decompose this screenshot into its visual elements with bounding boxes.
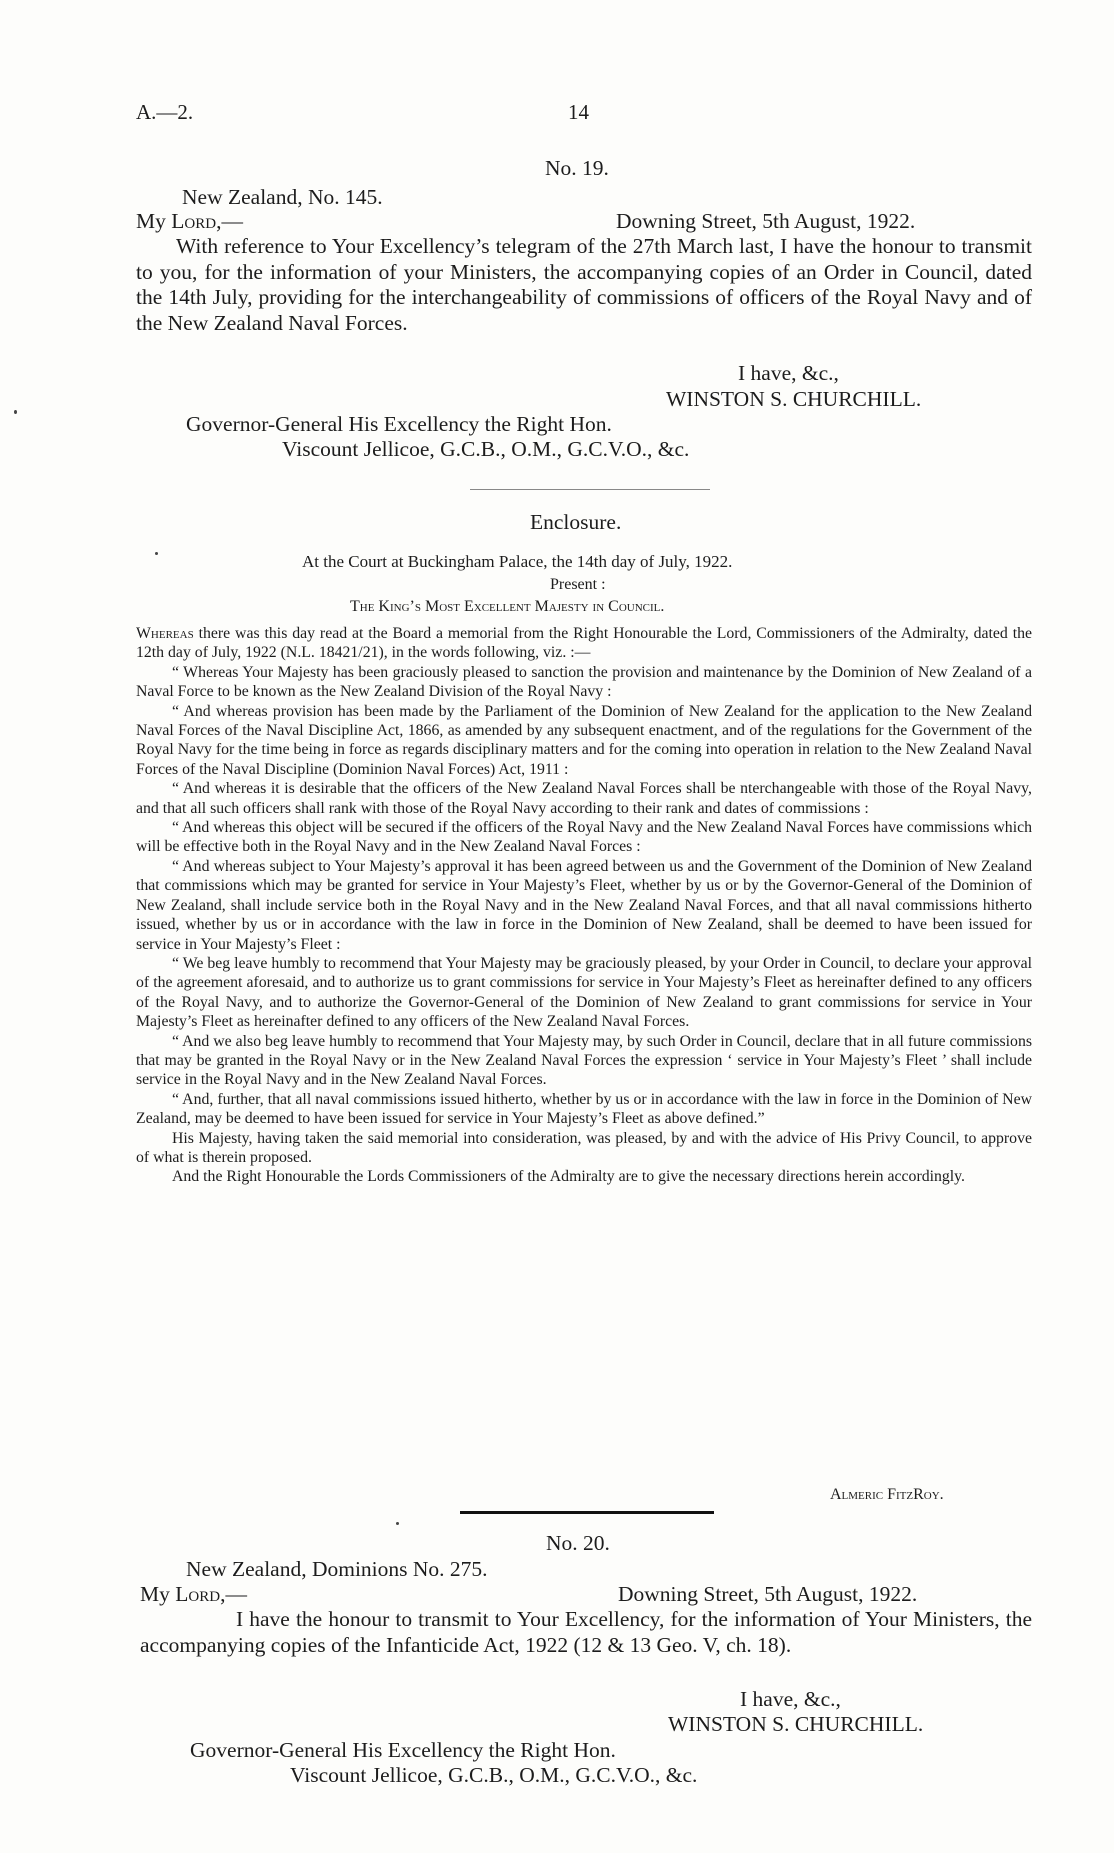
council-line: The King’s Most Excellent Majesty in Council. <box>350 598 665 615</box>
letter-number: No. 19. <box>545 156 609 180</box>
section-divider-thick <box>460 1511 714 1514</box>
salutation-dash: ,— <box>216 209 243 233</box>
letter-signature: WINSTON S. CHURCHILL. <box>668 1712 924 1736</box>
salutation <box>136 209 243 235</box>
scan-speck <box>396 1522 399 1525</box>
paragraph: His Majesty, having taken the said memorial into consideration, was pleased, by and with the advice of His Privy Council, to approve of what is therein proposed. <box>136 1129 1032 1166</box>
letter-reference: New Zealand, No. 145. <box>182 185 383 209</box>
paragraph: “ And whereas subject to Your Majesty’s approval it has been agreed between us and the Government of the Dominion of New Zealand that commissions which may be granted for service in Your Majesty’s Fleet, whether by us or by the Governor-General of the Dominion of New Zealand, shall include service both in the Royal Navy and in the New Zealand Naval Forces, and that all naval commissions hitherto issued, whether by us or in accordance with the law in force in the Dominion of New Zealand, shall be deemed to have been issued for service in Your Majesty’s Fleet : <box>136 857 1032 953</box>
paragraph: “ We beg leave humbly to recommend that Your Majesty may be graciously pleased, by your Order in Council, to declare your approval of the agreement aforesaid, and to authorize us to grant commissions for service in Your Majesty’s Fleet as hereinafter defined to any officers of the Royal Navy, and to authorize the Governor-General of the Dominion of New Zealand to grant commissions for service in Your Majesty’s Fleet as hereinafter defined to any officers of the New Zealand Naval Forces. <box>136 954 1032 1031</box>
addressee-line-2: Viscount Jellicoe, G.C.B., O.M., G.C.V.O., &c. <box>282 437 690 461</box>
salutation-my: My <box>136 209 166 233</box>
salutation-my: My <box>140 1582 170 1606</box>
document-reference: A.—2. <box>136 100 194 124</box>
paragraph: “ And whereas provision has been made by the Parliament of the Dominion of New Zealand for the application to the New Zealand Naval Forces of the Naval Discipline Act, 1866, as amended by any subsequent enactment, and of the regulations for the Government of the Royal Navy for the time being in force as regards disciplinary matters and for the coming into operation in relation to the New Zealand Naval Forces of the Naval Discipline (Dominion Naval Forces) Act, 1911 : <box>136 702 1032 778</box>
letter-body: I have the honour to transmit to Your Excellency, for the information of Your Ministers, the accompanying copies of the Infanticide Act, 1922 (12 & 13 Geo. V, ch. 18). <box>140 1607 1032 1657</box>
addressee-line-2: Viscount Jellicoe, G.C.B., O.M., G.C.V.O., &c. <box>290 1763 698 1787</box>
addressee-line-1: Governor-General His Excellency the Right Hon. <box>186 412 612 436</box>
enclosure-signature: Almeric FitzRoy. <box>830 1486 944 1503</box>
paragraph: “ And, further, that all naval commissions issued hitherto, whether by us or in accordance with the law in force in the Dominion of New Zealand, may be deemed to have been issued for service in Your Majesty’s Fleet as above defined.” <box>136 1090 1032 1128</box>
letter-closing: I have, &c., <box>738 361 839 385</box>
letter-address: Downing Street, 5th August, 1922. <box>616 209 916 233</box>
scan-speck <box>14 410 17 414</box>
salutation <box>140 1582 247 1608</box>
enclosure-text <box>136 624 1032 1187</box>
letter-number: No. 20. <box>546 1531 610 1555</box>
enclosure-title: Enclosure. <box>530 510 622 534</box>
salutation-dash: ,— <box>220 1582 247 1606</box>
paragraph: “ And we also beg leave humbly to recommend that Your Majesty may, by such Order in Council, declare that in all future commissions that may be granted in the Royal Navy or in the New Zealand Naval Forces the expression ‘ service in Your Majesty’s Fleet ’ shall include service in the Royal Navy and in the New Zealand Naval Forces. <box>136 1032 1032 1089</box>
court-line: At the Court at Buckingham Palace, the 14th day of July, 1922. <box>302 552 733 571</box>
letter-closing: I have, &c., <box>740 1687 841 1711</box>
paragraph-text: there was this day read at the Board a memorial from the Right Honourable the Lord, Commissioners of the Admiralty, dated the 12th day of July, 1922 (N.L. 18421/21), in the words following, viz. :— <box>136 625 1032 662</box>
paragraph: And the Right Honourable the Lords Commissioners of the Admiralty are to give the necessary directions herein accordingly. <box>172 1168 966 1186</box>
scan-speck <box>155 552 158 555</box>
letter-body: With reference to Your Excellency’s telegram of the 27th March last, I have the honour to transmit to you, for the information of your Ministers, the accompanying copies of an Order in Council, dated the 14th July, providing for the interchangeability of commissions of officers of the Royal Navy and of the New Zealand Naval Forces. <box>136 234 1032 335</box>
paragraph: “ And whereas it is desirable that the officers of the New Zealand Naval Forces shall be nterchangeable with those of the Royal Navy, and that all such officers shall rank with those of the Royal Navy according to their rank and dates of commissions : <box>136 780 1032 817</box>
letter-signature: WINSTON S. CHURCHILL. <box>666 387 922 411</box>
section-divider <box>470 489 710 490</box>
page-number: 14 <box>568 100 589 124</box>
letter-address: Downing Street, 5th August, 1922. <box>618 1582 918 1606</box>
paragraph: “ And whereas this object will be secured if the officers of the Royal Navy and the New Zealand Naval Forces have commissions which will be effective both in the Royal Navy and in the New Zealand Naval Forces : <box>136 819 1032 856</box>
paragraph: “ Whereas Your Majesty has been graciously pleased to sanction the provision and maintenance by the Dominion of New Zealand of a Naval Force to be known as the New Zealand Division of the Royal Navy : <box>136 663 1032 701</box>
salutation-lord: Lord <box>171 209 217 233</box>
addressee-line-1: Governor-General His Excellency the Right Hon. <box>190 1738 616 1762</box>
paragraph <box>136 624 1032 663</box>
whereas-word: Whereas <box>136 625 194 642</box>
salutation-lord: Lord <box>175 1582 221 1606</box>
present-line: Present : <box>550 576 606 593</box>
letter-reference: New Zealand, Dominions No. 275. <box>186 1557 488 1581</box>
